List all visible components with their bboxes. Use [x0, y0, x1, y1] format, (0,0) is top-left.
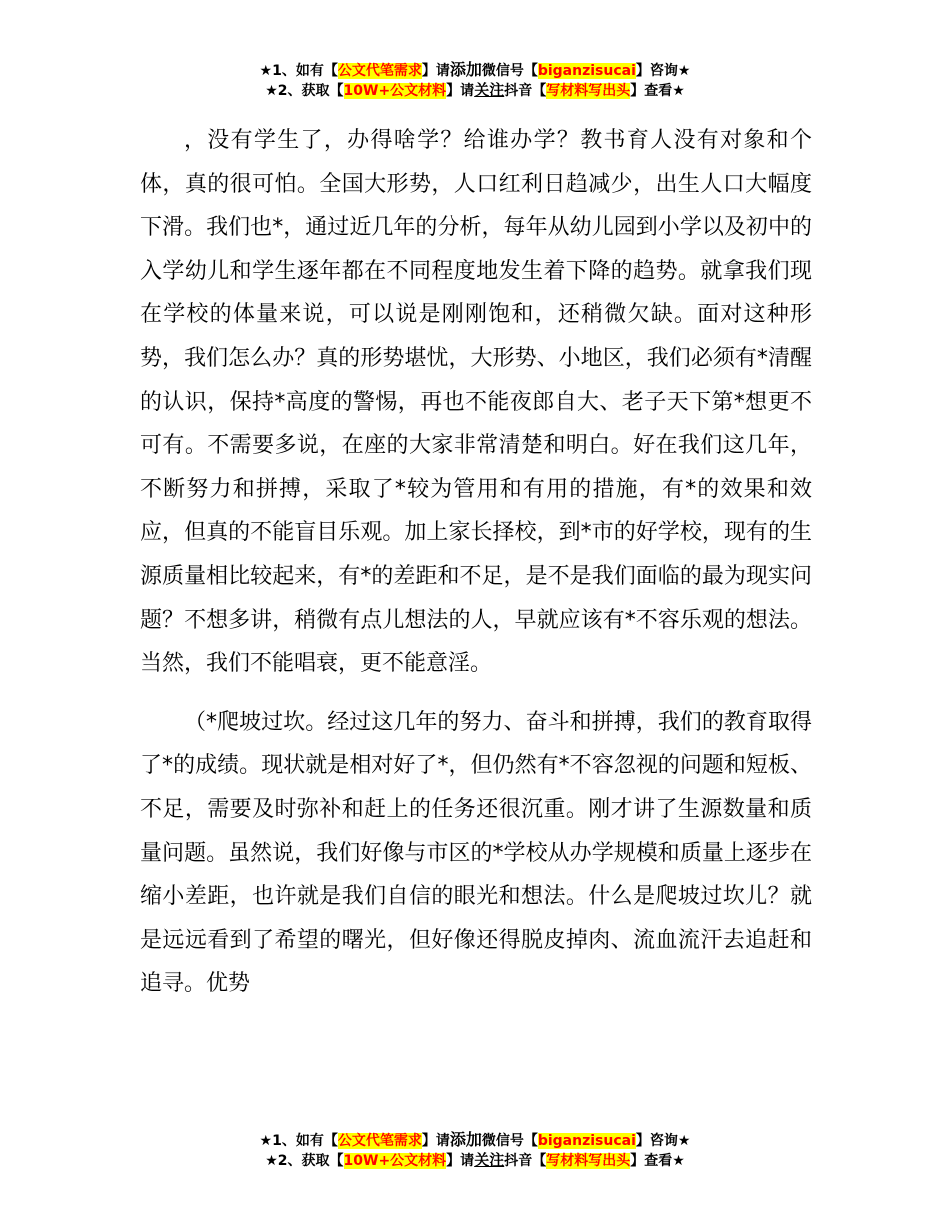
- footer-line-2-suffix: 】查看★: [630, 1153, 685, 1169]
- footer-line-1-text: 】请: [421, 1133, 450, 1149]
- header-line-1-prefix: ★1、如有【: [259, 63, 338, 79]
- header-line-2: [0, 80, 950, 101]
- footer-line-1-suffix: 】咨询★: [635, 1133, 691, 1149]
- header-notice: [0, 59, 950, 101]
- header-wechat-id: biganzisucai: [537, 63, 636, 79]
- footer-line-1-prefix: ★1、如有【: [259, 1133, 338, 1149]
- footer-add-emphasis: 添加: [449, 1130, 482, 1149]
- header-materials-highlight: 10W+公文材料: [343, 83, 447, 99]
- footer-wechat-id: biganzisucai: [537, 1133, 636, 1149]
- footer-notice: [0, 1129, 950, 1171]
- footer-line-1-wechat-label: 微信号【: [481, 1133, 538, 1149]
- header-line-2-douyin-label: 抖音【: [504, 83, 547, 99]
- document-body: [140, 119, 812, 1006]
- header-line-2-text: 】请: [446, 83, 475, 99]
- header-service-highlight: 公文代笔需求: [337, 63, 422, 79]
- footer-materials-highlight: 10W+公文材料: [343, 1153, 447, 1169]
- body-paragraph-1: ，没有学生了，办得啥学？给谁办学？教书育人没有对象和个体，真的很可怕。全国大形势，人口红利日趋减少，出生人口大幅度下滑。我们也*，通过近几年的分析，每年从幼儿园到小学以及初中的入学幼儿和学生逐年都在不同程度地发生着下降的趋势。就拿我们现在学校的体量来说，可以说是刚刚饱和，还稍微欠缺。面对这种形势，我们怎么办？真的形势堪忧，大形势、小地区，我们必须有*清醒的认识，保持*高度的警惕，再也不能夜郎自大、老子天下第*想更不可有。不需要多说，在座的大家非常清楚和明白。好在我们这几年，不断努力和拼搏，采取了*较为管用和有用的措施，有*的效果和效应，但真的不能盲目乐观。加上家长择校，到*市的好学校，现有的生源质量相比较起来，有*的差距和不足，是不是我们面临的最为现实问题？不想多讲，稍微有点儿想法的人，早就应该有*不容乐观的想法。当然，我们不能唱衰，更不能意淫。: [140, 128, 812, 677]
- header-line-2-suffix: 】查看★: [630, 83, 685, 99]
- header-add-emphasis: 添加: [449, 60, 482, 79]
- header-line-2-prefix: ★2、获取【: [265, 83, 344, 99]
- footer-douyin-account: 写材料写出头: [546, 1153, 631, 1169]
- footer-line-2-text: 】请: [446, 1153, 475, 1169]
- footer-line-1: [0, 1129, 950, 1150]
- header-line-1-wechat-label: 微信号【: [481, 63, 538, 79]
- footer-line-2-prefix: ★2、获取【: [265, 1153, 344, 1169]
- header-line-1-text: 】请: [421, 63, 450, 79]
- header-line-1: [0, 59, 950, 80]
- header-line-1-suffix: 】咨询★: [635, 63, 691, 79]
- footer-line-2-douyin-label: 抖音【: [504, 1153, 547, 1169]
- footer-service-highlight: 公文代笔需求: [337, 1133, 422, 1149]
- footer-line-2: [0, 1150, 950, 1171]
- header-follow-emphasis: 关注: [474, 81, 505, 99]
- body-paragraph-2: （*爬坡过坎。经过这几年的努力、奋斗和拼搏，我们的教育取得了*的成绩。现状就是相对好了*，但仍然有*不容忽视的问题和短板、不足，需要及时弥补和赶上的任务还很沉重。刚才讲了生源数量和质量问题。虽然说，我们好像与市区的*学校从办学规模和质量上逐步在缩小差距，也许就是我们自信的眼光和想法。什么是爬坡过坎儿？就是远远看到了希望的曙光，但好像还得脱皮掉肉、流血流汗去追赶和追寻。优势: [140, 709, 812, 997]
- header-douyin-account: 写材料写出头: [546, 83, 631, 99]
- footer-follow-emphasis: 关注: [474, 1151, 505, 1169]
